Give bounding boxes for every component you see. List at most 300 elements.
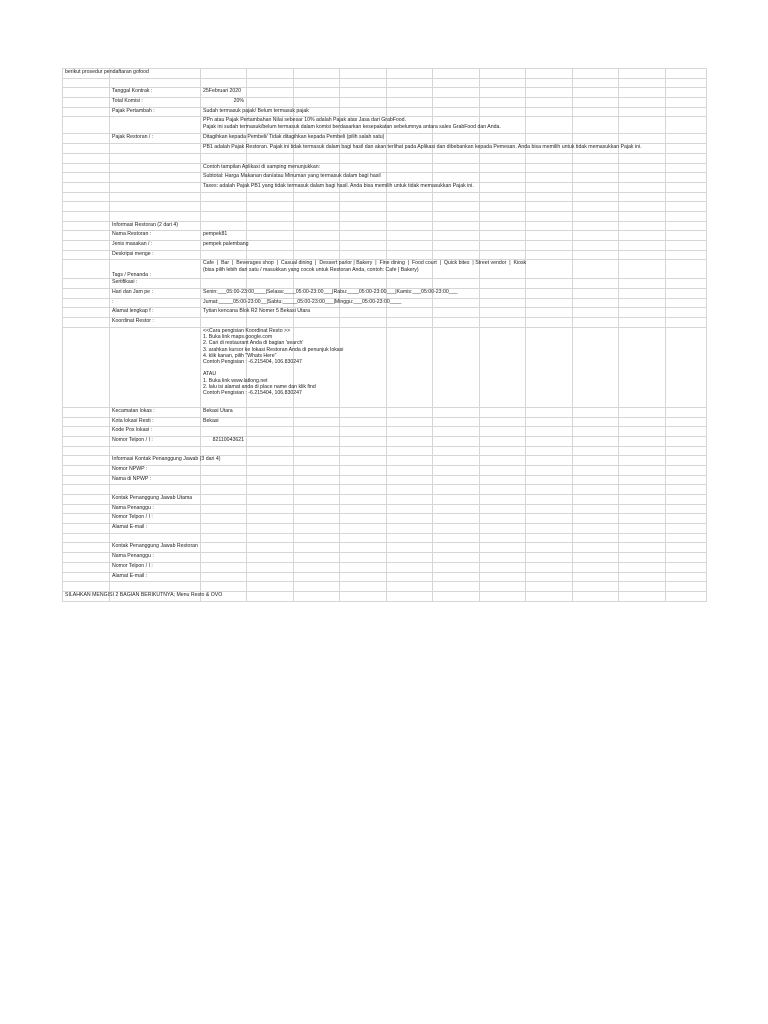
cell[interactable] bbox=[480, 446, 526, 456]
cell[interactable] bbox=[666, 202, 707, 212]
cell[interactable] bbox=[63, 327, 110, 407]
cell[interactable] bbox=[573, 153, 619, 163]
cell[interactable] bbox=[666, 134, 707, 144]
cell[interactable] bbox=[480, 231, 526, 241]
cell[interactable] bbox=[480, 504, 526, 514]
cell[interactable] bbox=[573, 495, 619, 505]
cell[interactable] bbox=[433, 163, 480, 173]
cell[interactable] bbox=[340, 153, 387, 163]
cell[interactable] bbox=[294, 533, 340, 543]
cell[interactable] bbox=[294, 553, 340, 563]
field-label-cell[interactable]: Kota lokasi Resti : bbox=[110, 417, 201, 427]
field-label-cell[interactable]: Total Komisi : bbox=[110, 98, 201, 108]
cell[interactable] bbox=[433, 241, 480, 251]
cell[interactable] bbox=[433, 407, 480, 417]
field-label-cell[interactable]: Nomor Telpon / I : bbox=[110, 562, 201, 572]
cell[interactable] bbox=[433, 153, 480, 163]
cell[interactable] bbox=[63, 533, 110, 543]
field-label-cell[interactable]: Pajak Pertambah : bbox=[110, 107, 201, 117]
cell[interactable] bbox=[480, 98, 526, 108]
cell[interactable] bbox=[619, 562, 666, 572]
cell[interactable] bbox=[526, 475, 573, 485]
cell[interactable] bbox=[110, 582, 201, 592]
cell[interactable] bbox=[480, 582, 526, 592]
field-value-cell[interactable]: pempek palembang bbox=[201, 241, 247, 251]
cell[interactable] bbox=[480, 436, 526, 446]
cell[interactable] bbox=[247, 78, 294, 88]
cell[interactable] bbox=[666, 436, 707, 446]
cell[interactable] bbox=[294, 436, 340, 446]
cell[interactable] bbox=[619, 504, 666, 514]
cell[interactable] bbox=[573, 465, 619, 475]
cell[interactable] bbox=[433, 192, 480, 202]
cell[interactable] bbox=[340, 318, 387, 328]
cell[interactable] bbox=[619, 163, 666, 173]
cell[interactable] bbox=[526, 533, 573, 543]
field-label-cell[interactable]: Informasi Kontak Penanggung Jawab (3 dari 4) bbox=[110, 456, 201, 466]
cell[interactable] bbox=[619, 298, 666, 308]
cell[interactable] bbox=[201, 446, 247, 456]
cell[interactable] bbox=[247, 553, 294, 563]
cell[interactable] bbox=[526, 456, 573, 466]
cell[interactable] bbox=[573, 192, 619, 202]
cell[interactable] bbox=[573, 446, 619, 456]
cell[interactable] bbox=[433, 98, 480, 108]
field-label-cell[interactable]: Kode Pos lokasi : bbox=[110, 427, 201, 437]
cell[interactable] bbox=[294, 591, 340, 601]
cell[interactable] bbox=[480, 192, 526, 202]
cell[interactable] bbox=[63, 144, 110, 154]
cell[interactable] bbox=[666, 163, 707, 173]
cell[interactable] bbox=[619, 514, 666, 524]
cell[interactable] bbox=[294, 250, 340, 260]
cell[interactable] bbox=[480, 318, 526, 328]
cell[interactable] bbox=[247, 318, 294, 328]
cell[interactable] bbox=[526, 543, 573, 553]
cell[interactable] bbox=[666, 78, 707, 88]
cell[interactable] bbox=[480, 107, 526, 117]
cell[interactable] bbox=[340, 582, 387, 592]
cell[interactable] bbox=[573, 308, 619, 318]
cell[interactable] bbox=[480, 298, 526, 308]
cell[interactable] bbox=[387, 427, 433, 437]
cell[interactable] bbox=[63, 260, 110, 279]
cell[interactable] bbox=[387, 562, 433, 572]
field-value-cell[interactable]: 20% bbox=[201, 98, 247, 108]
cell[interactable] bbox=[666, 417, 707, 427]
cell[interactable] bbox=[433, 78, 480, 88]
field-label-cell[interactable]: Alamat E-mail : bbox=[110, 572, 201, 582]
cell[interactable] bbox=[573, 572, 619, 582]
cell[interactable] bbox=[526, 504, 573, 514]
cell[interactable] bbox=[573, 553, 619, 563]
cell[interactable] bbox=[110, 144, 201, 154]
cell[interactable] bbox=[387, 543, 433, 553]
cell[interactable] bbox=[480, 327, 526, 407]
cell[interactable] bbox=[294, 69, 340, 79]
cell[interactable] bbox=[387, 98, 433, 108]
cell[interactable] bbox=[480, 543, 526, 553]
cell[interactable] bbox=[666, 153, 707, 163]
cell[interactable] bbox=[247, 591, 294, 601]
cell[interactable] bbox=[294, 202, 340, 212]
cell[interactable] bbox=[340, 279, 387, 289]
cell[interactable] bbox=[573, 327, 619, 407]
cell[interactable] bbox=[666, 543, 707, 553]
cell[interactable] bbox=[63, 514, 110, 524]
cell[interactable] bbox=[294, 485, 340, 495]
cell[interactable] bbox=[480, 427, 526, 437]
cell[interactable] bbox=[294, 153, 340, 163]
cell[interactable] bbox=[666, 427, 707, 437]
field-value-cell[interactable]: Subtotal: Harga Makanan dan/atau Minuman yang termasuk dalam bagi hasil bbox=[201, 173, 247, 183]
cell[interactable] bbox=[666, 117, 707, 134]
cell[interactable] bbox=[526, 221, 573, 231]
cell[interactable] bbox=[526, 485, 573, 495]
cell[interactable] bbox=[340, 88, 387, 98]
cell[interactable] bbox=[619, 427, 666, 437]
cell[interactable] bbox=[340, 533, 387, 543]
cell[interactable] bbox=[433, 543, 480, 553]
cell[interactable] bbox=[526, 182, 573, 192]
cell[interactable] bbox=[666, 298, 707, 308]
cell[interactable] bbox=[63, 202, 110, 212]
cell[interactable] bbox=[63, 562, 110, 572]
cell[interactable] bbox=[201, 153, 247, 163]
cell[interactable] bbox=[526, 192, 573, 202]
cell[interactable] bbox=[247, 98, 294, 108]
cell[interactable] bbox=[526, 465, 573, 475]
field-label-cell[interactable]: : bbox=[110, 298, 201, 308]
cell[interactable] bbox=[619, 107, 666, 117]
cell[interactable] bbox=[201, 533, 247, 543]
cell[interactable] bbox=[340, 514, 387, 524]
cell[interactable] bbox=[619, 446, 666, 456]
cell[interactable] bbox=[387, 572, 433, 582]
cell[interactable] bbox=[573, 241, 619, 251]
cell[interactable] bbox=[387, 591, 433, 601]
cell[interactable] bbox=[619, 202, 666, 212]
cell[interactable] bbox=[387, 504, 433, 514]
cell[interactable] bbox=[247, 465, 294, 475]
cell[interactable] bbox=[247, 241, 294, 251]
field-value-cell[interactable]: Jumat:_____05:00-23:00__|Sabtu:_____05:00-23:00___|Minggu:___05:00-23:00____ bbox=[201, 298, 247, 308]
cell[interactable] bbox=[63, 318, 110, 328]
cell[interactable] bbox=[110, 163, 201, 173]
cell[interactable] bbox=[666, 562, 707, 572]
cell[interactable] bbox=[387, 465, 433, 475]
cell[interactable] bbox=[340, 553, 387, 563]
cell[interactable] bbox=[619, 98, 666, 108]
cell[interactable] bbox=[387, 407, 433, 417]
cell[interactable] bbox=[526, 582, 573, 592]
cell[interactable] bbox=[340, 98, 387, 108]
cell[interactable] bbox=[340, 211, 387, 221]
cell[interactable] bbox=[63, 427, 110, 437]
cell[interactable] bbox=[526, 591, 573, 601]
cell[interactable] bbox=[201, 524, 247, 534]
cell[interactable] bbox=[526, 298, 573, 308]
cell[interactable] bbox=[619, 221, 666, 231]
cell[interactable] bbox=[666, 446, 707, 456]
cell[interactable] bbox=[619, 153, 666, 163]
cell[interactable] bbox=[573, 250, 619, 260]
cell[interactable] bbox=[110, 446, 201, 456]
cell[interactable] bbox=[340, 407, 387, 417]
cell[interactable] bbox=[247, 279, 294, 289]
cell[interactable] bbox=[666, 475, 707, 485]
cell[interactable] bbox=[63, 117, 110, 134]
cell[interactable] bbox=[433, 533, 480, 543]
cell[interactable] bbox=[433, 173, 480, 183]
cell[interactable] bbox=[63, 182, 110, 192]
cell[interactable] bbox=[619, 543, 666, 553]
cell[interactable] bbox=[573, 562, 619, 572]
cell[interactable] bbox=[387, 582, 433, 592]
cell[interactable] bbox=[63, 456, 110, 466]
cell[interactable] bbox=[294, 504, 340, 514]
cell[interactable] bbox=[666, 456, 707, 466]
cell[interactable] bbox=[387, 211, 433, 221]
cell[interactable] bbox=[526, 524, 573, 534]
cell[interactable] bbox=[573, 504, 619, 514]
cell[interactable] bbox=[110, 182, 201, 192]
field-label-cell[interactable]: Tags / Penanda : bbox=[110, 260, 201, 279]
cell[interactable] bbox=[294, 456, 340, 466]
cell[interactable] bbox=[387, 524, 433, 534]
cell[interactable] bbox=[573, 417, 619, 427]
cell[interactable] bbox=[340, 192, 387, 202]
cell[interactable] bbox=[294, 231, 340, 241]
cell[interactable] bbox=[247, 417, 294, 427]
cell[interactable] bbox=[247, 524, 294, 534]
cell[interactable] bbox=[294, 465, 340, 475]
cell[interactable] bbox=[387, 202, 433, 212]
cell[interactable] bbox=[433, 427, 480, 437]
cell[interactable] bbox=[619, 327, 666, 407]
cell[interactable] bbox=[573, 475, 619, 485]
cell[interactable] bbox=[201, 279, 247, 289]
cell[interactable] bbox=[247, 221, 294, 231]
cell[interactable] bbox=[387, 69, 433, 79]
cell[interactable] bbox=[526, 407, 573, 417]
cell[interactable] bbox=[526, 260, 573, 279]
cell[interactable] bbox=[480, 182, 526, 192]
cell[interactable] bbox=[63, 250, 110, 260]
cell[interactable] bbox=[619, 117, 666, 134]
cell[interactable] bbox=[433, 88, 480, 98]
cell[interactable] bbox=[247, 436, 294, 446]
cell[interactable] bbox=[573, 279, 619, 289]
cell[interactable] bbox=[666, 327, 707, 407]
cell[interactable] bbox=[294, 562, 340, 572]
cell[interactable] bbox=[573, 231, 619, 241]
cell[interactable] bbox=[619, 582, 666, 592]
cell[interactable] bbox=[63, 553, 110, 563]
cell[interactable] bbox=[480, 221, 526, 231]
cell[interactable] bbox=[480, 572, 526, 582]
cell[interactable] bbox=[573, 543, 619, 553]
cell[interactable] bbox=[433, 582, 480, 592]
cell[interactable] bbox=[294, 446, 340, 456]
cell[interactable] bbox=[666, 221, 707, 231]
cell[interactable] bbox=[619, 475, 666, 485]
cell[interactable] bbox=[63, 153, 110, 163]
cell[interactable] bbox=[480, 465, 526, 475]
cell[interactable] bbox=[619, 260, 666, 279]
cell[interactable] bbox=[526, 241, 573, 251]
field-label-cell[interactable]: Pajak Restoran / : bbox=[110, 134, 201, 144]
cell[interactable] bbox=[433, 221, 480, 231]
cell[interactable] bbox=[526, 98, 573, 108]
cell[interactable] bbox=[433, 69, 480, 79]
field-label-cell[interactable]: Nomor Telpon / I : bbox=[110, 436, 201, 446]
cell[interactable] bbox=[619, 279, 666, 289]
cell[interactable] bbox=[480, 514, 526, 524]
cell[interactable] bbox=[63, 98, 110, 108]
cell[interactable] bbox=[294, 241, 340, 251]
cell[interactable] bbox=[480, 241, 526, 251]
field-label-cell[interactable]: Kontak Penanggung Jawab Restoran bbox=[110, 543, 201, 553]
cell[interactable] bbox=[526, 318, 573, 328]
cell[interactable] bbox=[433, 485, 480, 495]
cell[interactable] bbox=[573, 436, 619, 446]
cell[interactable] bbox=[666, 495, 707, 505]
cell[interactable] bbox=[340, 524, 387, 534]
cell[interactable] bbox=[573, 221, 619, 231]
cell[interactable] bbox=[619, 417, 666, 427]
cell[interactable] bbox=[480, 134, 526, 144]
cell[interactable] bbox=[666, 591, 707, 601]
cell[interactable] bbox=[247, 456, 294, 466]
cell[interactable] bbox=[201, 495, 247, 505]
cell[interactable] bbox=[433, 572, 480, 582]
cell[interactable] bbox=[63, 134, 110, 144]
cell[interactable] bbox=[247, 88, 294, 98]
field-label-cell[interactable]: Sertifikasi : bbox=[110, 279, 201, 289]
field-value-cell[interactable]: pempek81 bbox=[201, 231, 247, 241]
field-label-cell[interactable]: Deskripsi menge : bbox=[110, 250, 201, 260]
cell[interactable] bbox=[480, 279, 526, 289]
cell[interactable] bbox=[110, 192, 201, 202]
cell[interactable] bbox=[666, 279, 707, 289]
cell[interactable] bbox=[480, 553, 526, 563]
cell[interactable] bbox=[247, 514, 294, 524]
cell[interactable] bbox=[340, 417, 387, 427]
cell[interactable] bbox=[63, 211, 110, 221]
cell[interactable] bbox=[201, 192, 247, 202]
cell[interactable] bbox=[526, 562, 573, 572]
cell[interactable] bbox=[110, 153, 201, 163]
cell[interactable] bbox=[63, 279, 110, 289]
cell[interactable] bbox=[619, 231, 666, 241]
cell[interactable] bbox=[433, 417, 480, 427]
cell[interactable] bbox=[387, 250, 433, 260]
cell[interactable] bbox=[573, 514, 619, 524]
cell[interactable] bbox=[526, 173, 573, 183]
cell[interactable] bbox=[63, 107, 110, 117]
field-value-cell[interactable]: 25Februari 2020 bbox=[201, 88, 247, 98]
field-value-cell[interactable]: Senin:___05:00-23:00____|Selasa:____05:00-23:00___|Rabu:____05:00-23:00___|Kamis:___05:00-23:00___ bbox=[201, 289, 247, 299]
cell[interactable] bbox=[573, 202, 619, 212]
cell[interactable] bbox=[63, 504, 110, 514]
cell[interactable] bbox=[63, 485, 110, 495]
cell[interactable] bbox=[433, 327, 480, 407]
cell[interactable] bbox=[480, 153, 526, 163]
cell[interactable] bbox=[433, 134, 480, 144]
cell[interactable] bbox=[619, 572, 666, 582]
cell[interactable] bbox=[201, 465, 247, 475]
cell[interactable] bbox=[340, 465, 387, 475]
cell[interactable] bbox=[110, 173, 201, 183]
cell[interactable] bbox=[619, 308, 666, 318]
field-label-cell[interactable]: Nomor NPWP : bbox=[110, 465, 201, 475]
cell[interactable] bbox=[340, 221, 387, 231]
cell[interactable] bbox=[433, 107, 480, 117]
cell[interactable] bbox=[63, 88, 110, 98]
cell[interactable] bbox=[340, 107, 387, 117]
cell[interactable] bbox=[387, 533, 433, 543]
cell[interactable] bbox=[63, 582, 110, 592]
cell[interactable] bbox=[526, 427, 573, 437]
field-label-cell[interactable]: Koordinat Restor : bbox=[110, 318, 201, 328]
cell[interactable] bbox=[63, 308, 110, 318]
field-label-cell[interactable]: Jenis masakan / : bbox=[110, 241, 201, 251]
cell[interactable] bbox=[340, 202, 387, 212]
cell[interactable] bbox=[526, 231, 573, 241]
cell[interactable] bbox=[387, 514, 433, 524]
cell[interactable] bbox=[340, 504, 387, 514]
cell[interactable] bbox=[573, 289, 619, 299]
cell[interactable] bbox=[63, 192, 110, 202]
field-value-cell[interactable]: Tytian kencana Blok R2 Nomer 5 Bekasi Utara bbox=[201, 308, 247, 318]
cell[interactable] bbox=[573, 173, 619, 183]
cell[interactable] bbox=[526, 446, 573, 456]
cell[interactable] bbox=[573, 78, 619, 88]
cell[interactable] bbox=[110, 327, 201, 407]
field-value-cell[interactable]: <<Cara pengisian Koordinat Resto >> 1. Buka link maps.google.com 2. Cari di restaurant Anda di bagian 'search' 3. arahkan kursor ke lokasi Restoran Anda di penunjuk lokasi 4. klik kanan, pilih "Whats Here" Contoh Pengisian : -6.215404, 106.830247 ATAU 1. Buka link www.latlong.net 2. lalu isi alamat anda di place name dan klik find Contoh Pengisian : -6.215404, 106.830247 bbox=[201, 327, 247, 407]
field-label-cell[interactable]: Nama Penanggu : bbox=[110, 504, 201, 514]
cell[interactable] bbox=[63, 289, 110, 299]
cell[interactable] bbox=[526, 572, 573, 582]
cell[interactable] bbox=[573, 211, 619, 221]
cell[interactable] bbox=[666, 533, 707, 543]
cell[interactable] bbox=[666, 211, 707, 221]
field-value-cell[interactable]: Cafe | Bar | Beverages shop | Casual dining | Dessert parlor | Bakery | Fine dining | Food court | Quick bites | Street vendor | Kiosk (bisa pilih lebih dari satu / masukkan yang cocok untuk Restoran Anda, contoh: Cafe | Bakery) bbox=[201, 260, 247, 279]
cell[interactable] bbox=[526, 134, 573, 144]
cell[interactable] bbox=[619, 134, 666, 144]
cell[interactable] bbox=[63, 446, 110, 456]
cell[interactable] bbox=[526, 202, 573, 212]
cell[interactable] bbox=[63, 495, 110, 505]
cell[interactable] bbox=[433, 250, 480, 260]
cell[interactable] bbox=[201, 553, 247, 563]
cell[interactable] bbox=[387, 153, 433, 163]
cell[interactable] bbox=[110, 211, 201, 221]
cell[interactable] bbox=[247, 231, 294, 241]
cell[interactable] bbox=[294, 211, 340, 221]
cell[interactable] bbox=[433, 318, 480, 328]
cell[interactable] bbox=[387, 163, 433, 173]
cell[interactable] bbox=[573, 456, 619, 466]
cell[interactable] bbox=[247, 407, 294, 417]
cell[interactable] bbox=[573, 533, 619, 543]
field-label-cell[interactable]: Nama di NPWP : bbox=[110, 475, 201, 485]
cell[interactable] bbox=[526, 163, 573, 173]
cell[interactable] bbox=[526, 327, 573, 407]
cell[interactable] bbox=[247, 572, 294, 582]
cell[interactable] bbox=[340, 241, 387, 251]
